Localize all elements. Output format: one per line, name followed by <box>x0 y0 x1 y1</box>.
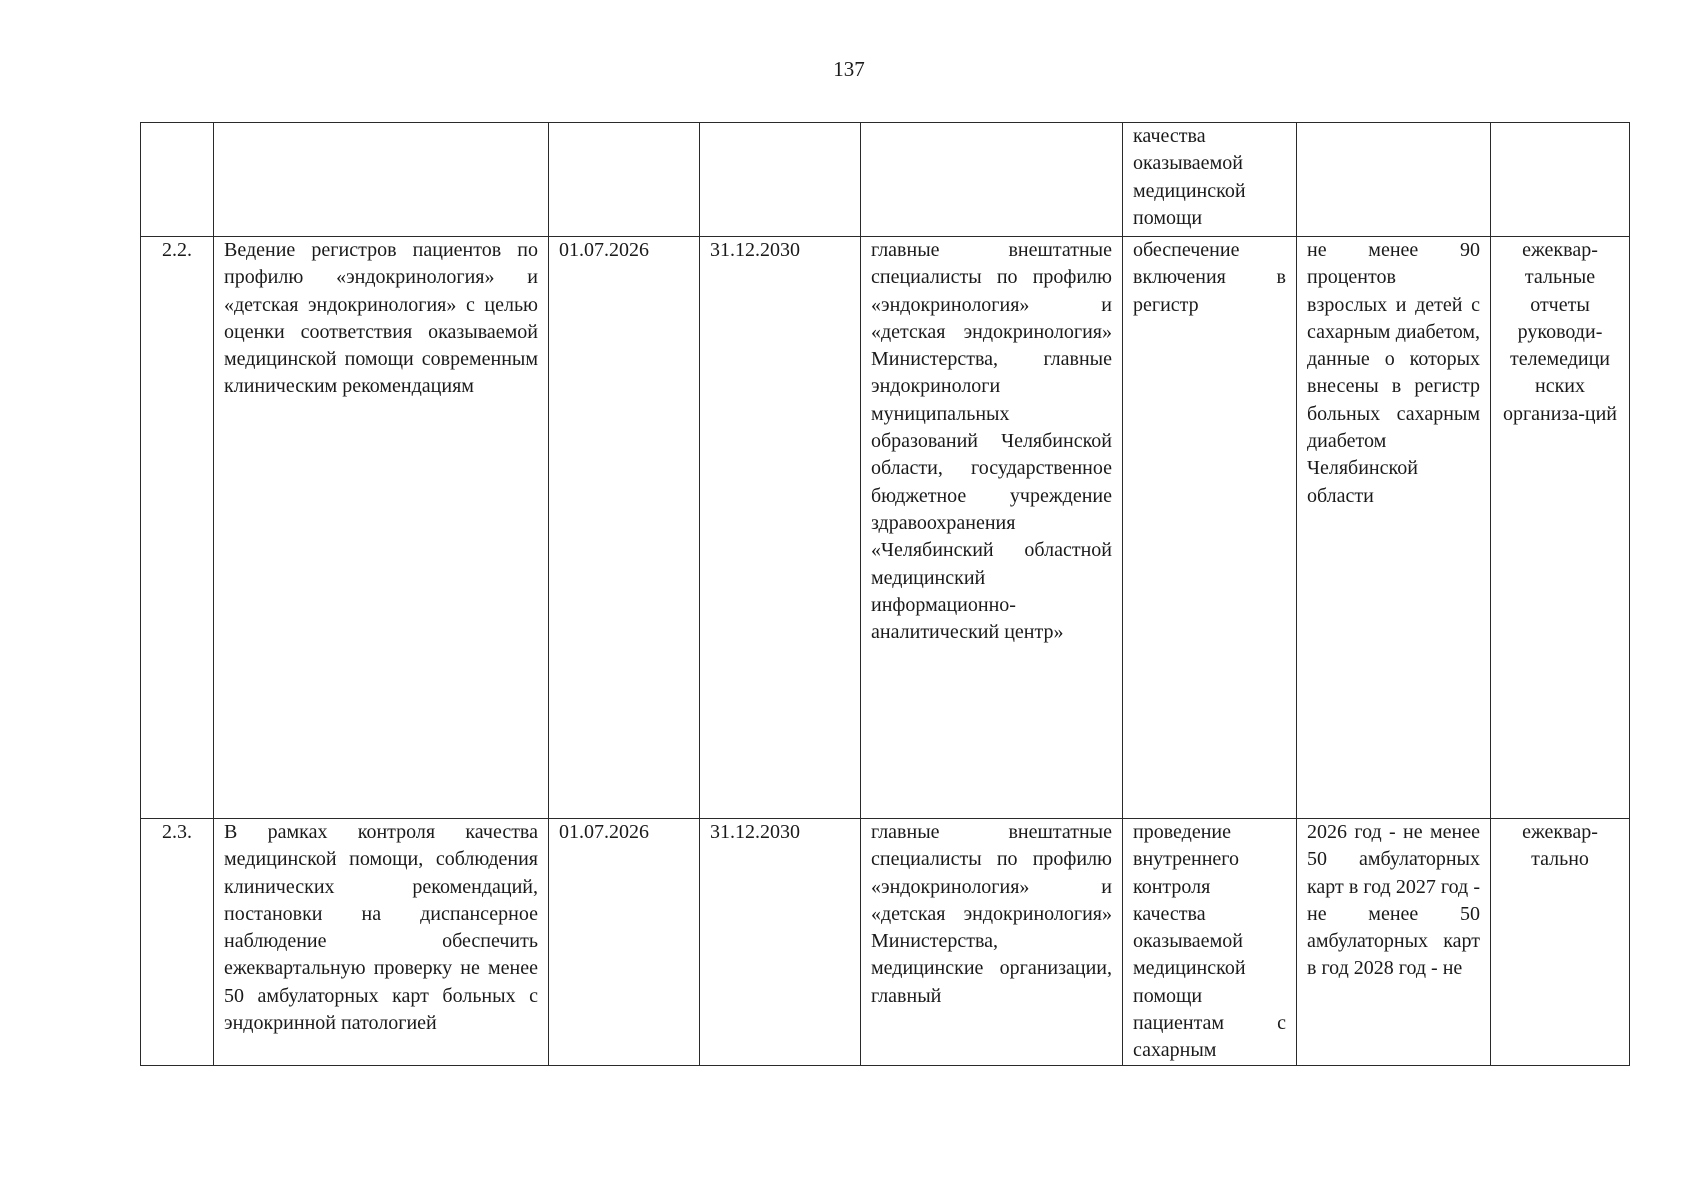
activity-cell: В рамках контроля качества медицинской помощи, соблюдения клинических рекомендаций, постановки на диспансерное наблюдение обеспечить ежеквартальную проверку не менее 50 амбулаторных карт больных с эндокринной патологией <box>214 819 549 1066</box>
report-cell <box>1491 123 1630 237</box>
report-cell: ежеквар-тальные отчеты руководи-телемедици нских организа-ций <box>1491 237 1630 819</box>
table-row <box>141 123 1630 237</box>
table-row <box>141 819 1630 1066</box>
row-number: 2.3. <box>141 819 214 1066</box>
result-cell: обеспечение включения в регистр <box>1123 237 1297 819</box>
table-row <box>141 237 1630 819</box>
start-date-cell <box>549 123 700 237</box>
responsible-cell: главные внештатные специалисты по профилю «эндокринология» и «детская эндокринология» Министерства, медицинские организации, главный <box>861 819 1123 1066</box>
end-date-cell: 31.12.2030 <box>700 819 861 1066</box>
activity-cell: Ведение регистров пациентов по профилю «эндокринология» и «детская эндокринология» с целью оценки соответствия оказываемой медицинской помощи современным клиническим рекомендациям <box>214 237 549 819</box>
end-date-cell <box>700 123 861 237</box>
start-date-cell: 01.07.2026 <box>549 819 700 1066</box>
responsible-cell: главные внештатные специалисты по профилю «эндокринология» и «детская эндокринология» Министерства, главные эндокринологи муниципальных образований Челябинской области, государственное бюджетное учреждение здравоохранения «Челябинский областной медицинский информационно-аналитический центр» <box>861 237 1123 819</box>
row-number <box>141 123 214 237</box>
result-cell: проведение внутреннего контроля качества оказываемой медицинской помощи пациентам с сахарным <box>1123 819 1297 1066</box>
report-cell: ежеквар-тально <box>1491 819 1630 1066</box>
end-date-cell: 31.12.2030 <box>700 237 861 819</box>
indicator-cell <box>1297 123 1491 237</box>
indicator-cell: не менее 90 процентов взрослых и детей с сахарным диабетом, данные о которых внесены в регистр больных сахарным диабетом Челябинской области <box>1297 237 1491 819</box>
indicator-cell: 2026 год - не менее 50 амбулаторных карт в год 2027 год - не менее 50 амбулаторных карт в год 2028 год - не <box>1297 819 1491 1066</box>
responsible-cell <box>861 123 1123 237</box>
result-cell: качества оказываемой медицинской помощи <box>1123 123 1297 237</box>
start-date-cell: 01.07.2026 <box>549 237 700 819</box>
measures-table <box>140 122 1630 1066</box>
row-number: 2.2. <box>141 237 214 819</box>
activity-cell <box>214 123 549 237</box>
page-number: 137 <box>833 57 865 81</box>
